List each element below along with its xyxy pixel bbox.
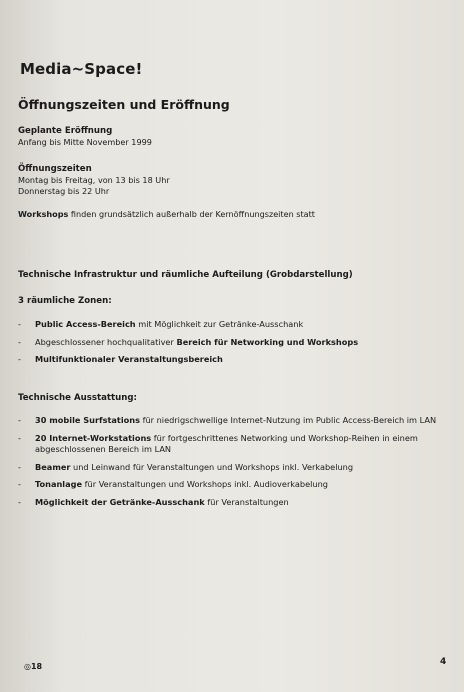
planned-opening-value: Anfang bis Mitte November 1999 [18,137,152,147]
zones-list [18,319,446,366]
list-item: - Public Access-Bereich mit Möglichkeit zur Getränke-Ausschank [18,319,304,329]
equipment-list [18,415,446,508]
equipment-heading: Technische Ausstattung: [18,393,137,403]
footer-logo: ◎18 [24,662,43,671]
list-item: - Abgeschlossener hochqualitativer Bereich für Networking und Workshops [18,336,359,347]
workshops-note [18,209,315,220]
bullet-dash: - [18,336,21,347]
page-number: 4 [440,657,447,667]
opening-heading: Öffnungszeiten und Eröffnung [18,97,230,112]
planned-opening-label: Geplante Eröffnung [18,126,113,136]
opening-hours-line1: Montag bis Freitag, von 13 bis 18 Uhr [18,175,170,185]
list-item: - 30 mobile Surfstations für niedrigschwellige Internet-Nutzung im Public Access-Bereich im LAN [18,415,437,425]
list-item: - Tonanlage für Veranstaltungen und Workshops inkl. Audioverkabelung [18,479,329,489]
workshops-note-bold: Workshops [18,209,69,219]
list-item: - Möglichkeit der Getränke-Ausschank für Veranstaltungen [18,496,289,507]
bullet-dash: - [18,432,21,443]
workshops-note-rest: finden grundsätzlich außerhalb der Kernöffnungszeiten statt [68,209,315,219]
list-item: - 20 Internet-Workstations für fortgeschrittenes Networking und Workshop-Reihen in einem abgeschlossenen Bereich im LAN [18,432,418,454]
opening-hours-line2: Donnerstag bis 22 Uhr [18,186,110,196]
bullet-dash: - [18,479,21,489]
list-item: - Beamer und Leinwand für Veranstaltungen und Workshops inkl. Verkabelung [18,461,354,472]
list-item: - Multifunktionaler Veranstaltungsbereich [18,354,223,364]
opening-hours-label: Öffnungszeiten [18,164,92,174]
page-title: Media~Space! [20,60,143,78]
zones-heading: 3 räumliche Zonen: [18,296,112,306]
infra-heading: Technische Infrastruktur und räumliche Aufteilung (Grobdarstellung) [18,270,353,280]
bullet-dash: - [18,496,21,507]
bullet-dash: - [18,461,21,472]
bullet-dash: - [18,354,21,364]
bullet-dash: - [18,319,21,329]
bullet-dash: - [18,415,21,425]
